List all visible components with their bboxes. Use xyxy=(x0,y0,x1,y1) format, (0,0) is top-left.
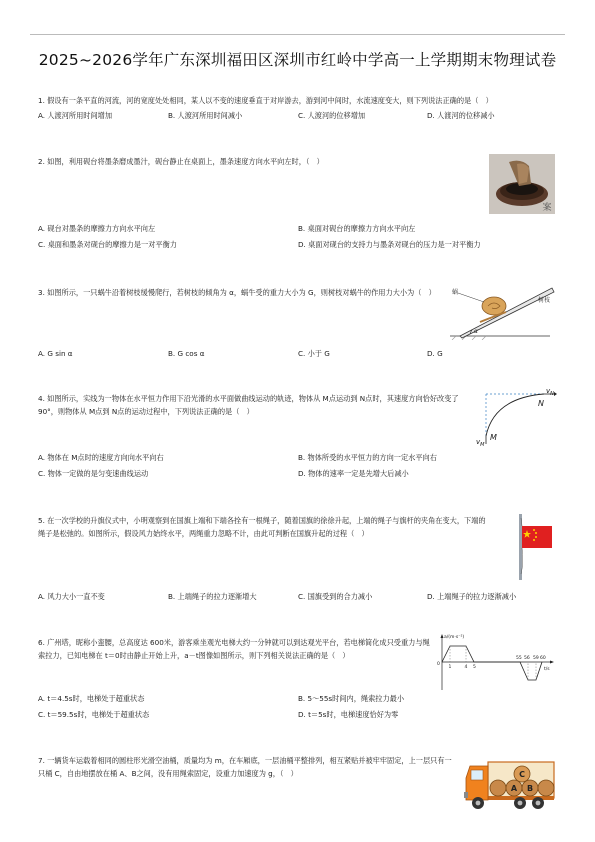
tick-1: 1 xyxy=(448,665,452,670)
q3-option-c: C. 小于 G xyxy=(298,349,330,358)
branch-label: 树枝 xyxy=(538,297,551,304)
tick-55: 55 xyxy=(516,656,522,661)
q3-option-b: B. G cos α xyxy=(168,349,205,358)
acceleration-time-graph xyxy=(436,632,556,692)
point-M-label: M xyxy=(490,433,497,442)
q3-option-d: D. G xyxy=(427,349,443,358)
q6-option-c: C. t＝59.5s时，电梯处于超重状态 xyxy=(38,710,150,719)
question-2-stem: 2. 如图，利用砚台将墨条磨成墨汁，砚台静止在桌面上，墨条速度方向水平向左时，（ ） xyxy=(38,157,324,166)
trajectory-figure xyxy=(474,388,558,446)
photo-caption-char: 案 xyxy=(542,203,552,213)
q4-option-b: B. 物体所受的水平恒力的方向一定水平向右 xyxy=(298,453,437,462)
q4-option-d: D. 物体的速率一定是先增大后减小 xyxy=(298,469,409,478)
q2-option-d: D. 桌面对砚台的支持力与墨条对砚台的压力是一对平衡力 xyxy=(298,240,481,249)
point-N-label: N xyxy=(538,399,544,408)
tick-59: 59 xyxy=(533,656,539,661)
q5-option-a: A. 风力大小一直不变 xyxy=(38,592,105,601)
snail-on-branch-figure xyxy=(446,282,558,340)
tick-5: 5 xyxy=(473,665,476,670)
angle-label: α xyxy=(474,328,478,335)
snail-label: 蜗 xyxy=(452,289,459,296)
question-6-stem: 6. 广州塔，昵称小蛮腰，总高度达 600米，游客乘坐观光电梯大约一分钟就可以到达观光平台，若电梯简化成只受重力与绳索拉力，已知电梯在 t＝0时由静止开始上升，a－t图像如图所示，则下列相关说法正确的是（ ） xyxy=(38,638,430,660)
origin-label: 0 xyxy=(437,662,440,667)
barrel-B-label: B xyxy=(526,784,534,793)
q2-option-a: A. 砚台对墨条的摩擦力方向水平向左 xyxy=(38,224,156,233)
q2-option-c: C. 桌面和墨条对砚台的摩擦力是一对平衡力 xyxy=(38,240,177,249)
page-title: 2025~2026学年广东深圳福田区深圳市红岭中学高一上学期期末物理试卷 xyxy=(38,51,557,69)
question-7-stem: 7. 一辆货车运载着相同的圆柱形光滑空油桶，质量均为 m，在车厢底，一层油桶平整排列，相互紧贴并被牢牢固定，上一层只有一只桶 C，自由地摆放在桶 A、B之间，没有用绳索固定，设重力加速度为 g，（ ） xyxy=(38,756,452,778)
q1-option-d: D. 人渡河的位移减小 xyxy=(427,111,495,120)
header-rule xyxy=(30,34,565,35)
y-axis-label: a/(m·s⁻²) xyxy=(444,635,465,640)
question-1-stem: 1. 假设有一条平直的河流，河的宽度处处相同，某人以不变的速度垂直于对岸游去，游到河中间时，水流速度变大，则下列说法正确的是（ ） xyxy=(38,96,493,105)
q2-option-b: B. 桌面对砚台的摩擦力方向水平向左 xyxy=(298,224,416,233)
q6-option-d: D. t＝5s时，电梯速度恰好为零 xyxy=(298,710,399,719)
tick-60: 60 xyxy=(540,656,546,661)
q6-option-b: B. 5～55s时间内，绳索拉力最小 xyxy=(298,694,405,703)
flag-figure xyxy=(512,512,558,582)
barrel-C-label: C xyxy=(519,770,525,779)
x-axis-label: t/s xyxy=(544,667,550,672)
question-4-stem: 4. 如图所示，实线为一物体在水平恒力作用下沿光滑的水平面做曲线运动的轨迹，物体从 M点运动到 N点时，其速度方向恰好改变了 90°，则物体从 M点到 N点的运动过程中，下列说法正确的是（ ） xyxy=(38,394,459,416)
inkstone-photo xyxy=(489,154,555,214)
question-5-stem: 5. 在一次学校的升旗仪式中，小明观察到在国旗上端和下端各拴有一根绳子，随着国旗的徐徐升起，上端的绳子与旗杆的夹角在变大，下端的绳子是松弛的。如图所示，假设风力始终水平，两绳重力忽略不计，由此可判断在国旗升起的过程（ ） xyxy=(38,516,486,538)
q5-option-d: D. 上端绳子的拉力逐渐减小 xyxy=(427,592,517,601)
q4-option-c: C. 物体一定做的是匀变速曲线运动 xyxy=(38,469,149,478)
tick-4: 4 xyxy=(464,665,468,670)
tick-56: 56 xyxy=(524,656,530,661)
q4-option-a: A. 物体在 M点时的速度方向向水平向右 xyxy=(38,453,164,462)
q3-option-a: A. G sin α xyxy=(38,349,73,358)
truck-figure xyxy=(462,752,558,810)
vM-label: $v_M$ xyxy=(476,438,485,446)
question-3-stem: 3. 如图所示，一只蜗牛沿着树枝缓慢爬行，若树枝的倾角为 α，蜗牛受的重力大小为 G，则树枝对蜗牛的作用力大小为（ ） xyxy=(38,288,436,297)
q6-option-a: A. t＝4.5s时，电梯处于超重状态 xyxy=(38,694,145,703)
q1-option-a: A. 人渡河所用时间增加 xyxy=(38,111,113,120)
q1-option-b: B. 人渡河所用时间减小 xyxy=(168,111,243,120)
q5-option-c: C. 国旗受到的合力减小 xyxy=(298,592,373,601)
vN-label: $v_N$ xyxy=(546,388,554,397)
q5-option-b: B. 上端绳子的拉力逐渐增大 xyxy=(168,592,257,601)
q1-option-c: C. 人渡河的位移增加 xyxy=(298,111,366,120)
barrel-A-label: A xyxy=(510,784,518,793)
